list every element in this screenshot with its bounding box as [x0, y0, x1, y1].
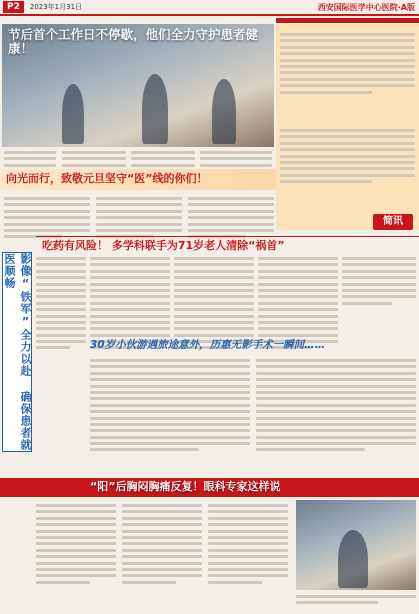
masthead-accent-bar	[276, 18, 419, 23]
photo-figure	[338, 530, 368, 588]
photo-figure	[142, 74, 168, 144]
masthead-brand: 西安国际医学中心医院·A版	[317, 2, 415, 12]
bottom-article-body	[122, 503, 202, 584]
banner-article-body	[256, 358, 416, 451]
band-article-body	[4, 196, 90, 238]
vertical-article-body	[36, 256, 86, 349]
middle-article-body	[90, 256, 170, 349]
news-briefs-sidebar	[276, 24, 419, 230]
bottom-photo-caption	[296, 594, 416, 604]
vertical-article-headline: 影像“铁军”全力以赴 确保患者就医顺畅	[3, 253, 32, 451]
masthead	[0, 0, 419, 16]
news-briefs-badge: 简讯	[373, 214, 413, 230]
photo-figure	[62, 84, 84, 144]
band-article-body	[188, 196, 274, 238]
bottom-article-photo	[296, 500, 416, 590]
photo-figure	[212, 79, 236, 144]
middle-article-body	[174, 256, 254, 349]
page-number: P2	[3, 1, 24, 13]
banner-article-body	[90, 358, 250, 451]
middle-article-body	[258, 256, 338, 349]
middle-article-body	[342, 256, 416, 305]
banner-article-headline: 30岁小伙游遇旅途意外，历惠无影手术一瞬间……	[90, 339, 326, 351]
band-headline: 向光而行，致敬元旦坚守“医”线的你们！	[6, 172, 208, 185]
band-article-body	[96, 196, 182, 238]
issue-date: 2023年1月31日	[29, 3, 83, 11]
bottom-article-body	[36, 503, 116, 584]
brief-item	[280, 32, 415, 94]
brief-item	[280, 128, 415, 183]
middle-article-headline: 吃药有风险！ 多学科联手为71岁老人清除“祸首”	[42, 239, 285, 252]
bottom-article-headline: “阳”后胸闷胸痛反复！眼科专家这样说	[90, 480, 281, 493]
top-article-headline: 节后首个工作日不停歇，他们全力守护患者健康！	[8, 27, 259, 56]
bottom-article-body	[208, 503, 288, 584]
section-rule	[36, 236, 419, 237]
